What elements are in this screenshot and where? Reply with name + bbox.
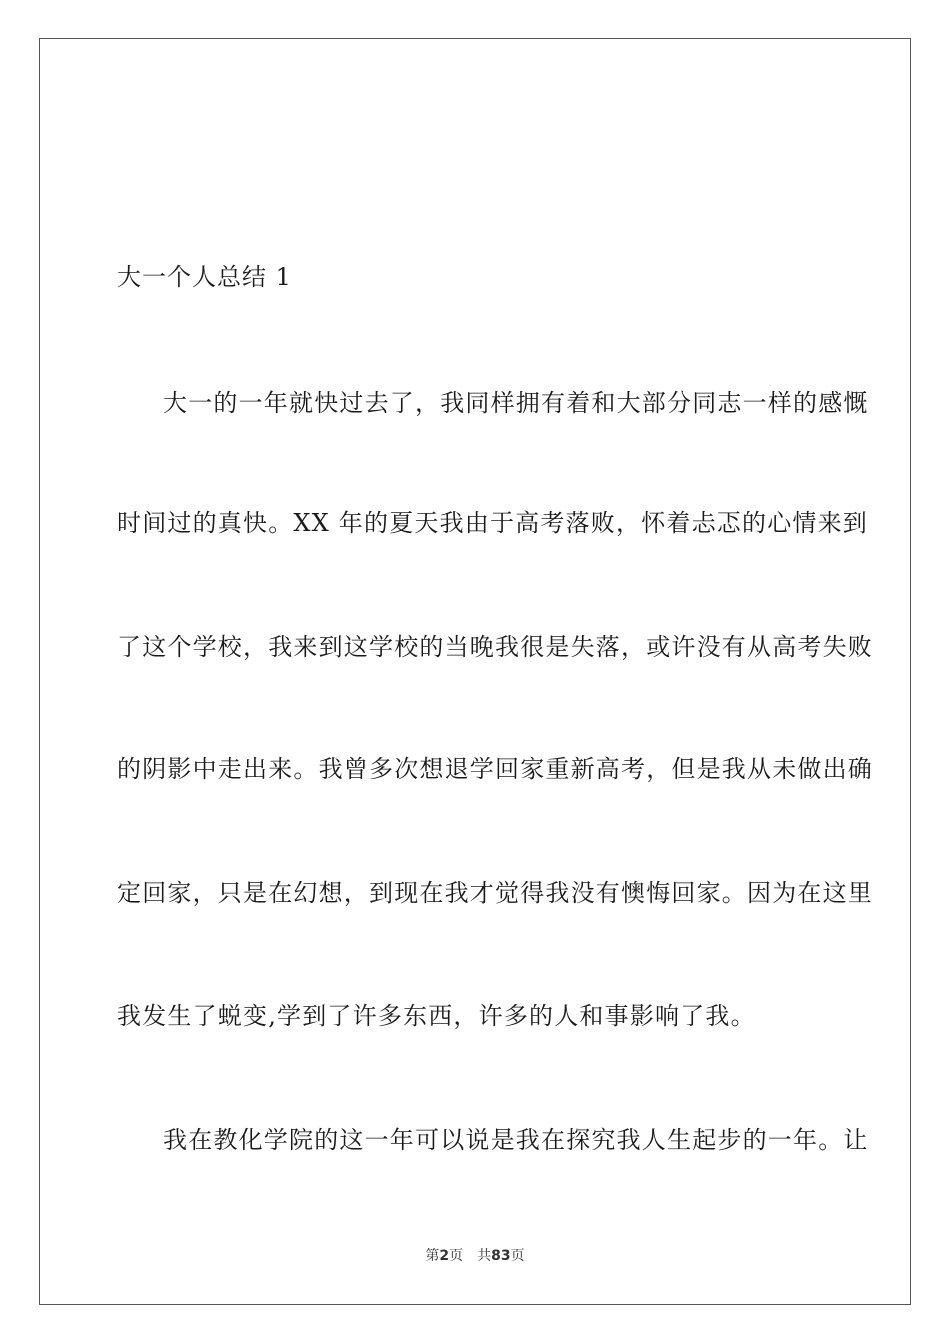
page-border xyxy=(39,38,911,1305)
paragraph-line-2: 时间过的真快。XX 年的夏天我由于高考落败，怀着忐忑的心情来到 xyxy=(117,509,868,537)
paragraph-line-7: 我在教化学院的这一年可以说是我在探究我人生起步的一年。让 xyxy=(163,1126,869,1154)
page-prefix: 第 xyxy=(425,1248,440,1264)
paragraph-line-3: 了这个学校，我来到这学校的当晚我很是失落，或许没有从高考失败 xyxy=(117,633,873,661)
page-footer xyxy=(0,1246,950,1266)
total-pages: 83 xyxy=(491,1248,511,1264)
page-suffix: 页 xyxy=(449,1248,464,1264)
paragraph-line-5: 定回家，只是在幻想，到现在我才觉得我没有懊悔回家。因为在这里 xyxy=(117,879,873,907)
total-suffix: 页 xyxy=(510,1248,525,1264)
document-title: 大一个人总结 1 xyxy=(117,263,292,291)
paragraph-line-1: 大一的一年就快过去了，我同样拥有着和大部分同志一样的感慨 xyxy=(163,389,869,417)
total-prefix: 共 xyxy=(477,1248,492,1264)
paragraph-line-4: 的阴影中走出来。我曾多次想退学回家重新高考，但是我从未做出确 xyxy=(117,755,873,783)
page-number: 2 xyxy=(439,1248,450,1264)
paragraph-line-6: 我发生了蜕变,学到了许多东西，许多的人和事影响了我。 xyxy=(117,1002,756,1030)
